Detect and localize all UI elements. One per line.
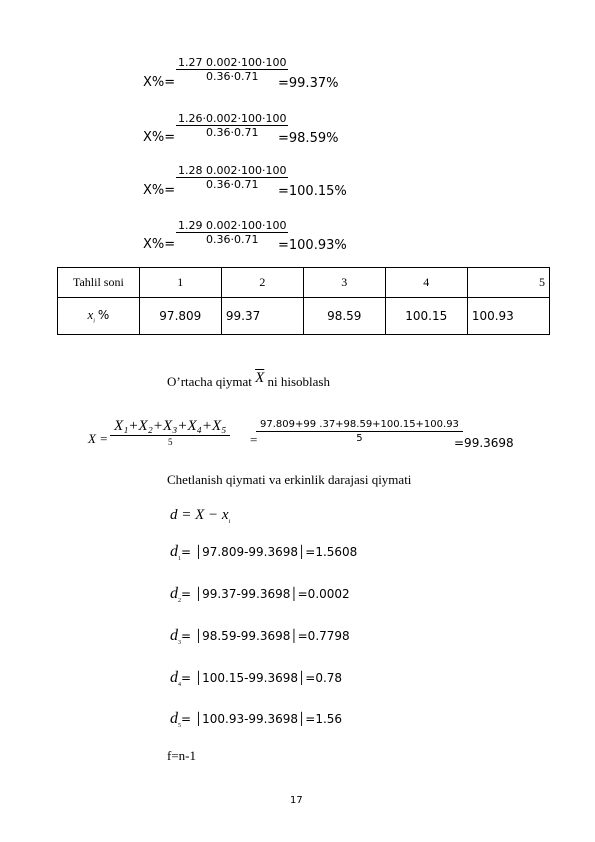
deviation-symbol: d <box>170 543 178 560</box>
average-numeric-fraction <box>256 418 463 446</box>
fraction-2 <box>176 112 288 140</box>
fraction-1 <box>176 56 288 84</box>
freedom-formula: f=n-1 <box>167 748 196 763</box>
deviation-item-1 <box>170 543 357 562</box>
table-header-cell: 2 <box>221 268 303 298</box>
deviation-sub: 4 <box>178 682 181 689</box>
denominator-3: 0.36·0.71 <box>205 178 259 191</box>
row-label-cell <box>58 298 140 335</box>
average-heading-suffix: ni hisoblash <box>267 374 330 389</box>
fraction-4 <box>176 219 288 247</box>
average-heading-symbol: $\overline{X}$ <box>255 370 265 386</box>
average-equals: = <box>250 432 258 447</box>
calc-label-3: X%= <box>143 183 176 198</box>
deviation-expression: = │100.93-99.3698│=1.56 <box>181 712 343 726</box>
average-numeric-numerator: 97.809+99 .37+98.59+100.15+100.93 <box>256 418 463 432</box>
table-cell: 97.809 <box>139 298 221 335</box>
table-header-cell: 4 <box>385 268 467 298</box>
table-header-cell: Tahlil soni <box>58 268 140 298</box>
deviation-item-5 <box>170 710 342 729</box>
calc-result-1: =99.37% <box>278 76 339 91</box>
table-cell: 99.37 <box>221 298 303 335</box>
deviation-item-4 <box>170 669 342 688</box>
table-header-cell: 5 <box>467 268 549 298</box>
calc-result-4: =100.93% <box>278 238 347 253</box>
row-label-unit: % <box>97 308 110 323</box>
average-heading <box>167 370 330 391</box>
deviation-symbol: d <box>170 710 178 727</box>
deviation-sub: 5 <box>178 723 181 730</box>
page-number: 17 <box>290 795 303 806</box>
numerator-3: 1.28 0.002·100·100 <box>178 164 287 177</box>
average-heading-prefix: O’rtacha qiymat <box>167 374 252 389</box>
denominator-2: 0.36·0.71 <box>205 126 259 139</box>
deviation-symbol: d <box>170 627 178 644</box>
row-label-sub: i <box>93 318 95 325</box>
deviation-heading: Chetlanish qiymati va erkinlik darajasi qiymati <box>167 472 412 487</box>
results-table <box>57 267 550 335</box>
average-formula-numerator: X₁+X₂+X₃+X₄+X₅ <box>110 417 230 436</box>
deviation-symbol: d <box>170 669 178 686</box>
deviation-general-formula-text: d = X − x <box>170 507 229 523</box>
table-header-cell: 1 <box>139 268 221 298</box>
table-cell: 100.15 <box>385 298 467 335</box>
deviation-expression: = │97.809-99.3698│=1.5608 <box>181 545 358 559</box>
deviation-general-sub: i <box>228 519 231 525</box>
average-lhs: X = <box>88 431 108 446</box>
numerator-1: 1.27 0.002·100·100 <box>178 56 287 69</box>
table-cell: 98.59 <box>303 298 385 335</box>
deviation-sub: 2 <box>178 598 181 605</box>
deviation-item-3 <box>170 627 350 646</box>
deviation-expression: = │98.59-99.3698│=0.7798 <box>181 629 350 643</box>
deviation-sub: 1 <box>178 556 181 563</box>
calc-label-1: X%= <box>143 75 176 90</box>
numerator-4: 1.29 0.002·100·100 <box>178 219 287 232</box>
fraction-3 <box>176 164 288 192</box>
table-row <box>58 298 550 335</box>
average-numeric-denominator: 5 <box>356 433 363 444</box>
table-cell: 100.93 <box>467 298 549 335</box>
deviation-expression: = │99.37-99.3698│=0.0002 <box>181 587 350 601</box>
calc-result-2: =98.59% <box>278 131 339 146</box>
deviation-general-formula <box>170 507 230 525</box>
row-label-symbol: x <box>87 307 94 323</box>
average-formula-denominator: 5 <box>167 437 173 447</box>
calc-result-3: =100.15% <box>278 184 347 199</box>
denominator-1: 0.36·0.71 <box>205 70 259 83</box>
table-header-row <box>58 268 550 298</box>
table-header-cell: 3 <box>303 268 385 298</box>
average-result: =99.3698 <box>454 436 514 450</box>
deviation-symbol: d <box>170 585 178 602</box>
denominator-4: 0.36·0.71 <box>205 233 259 246</box>
calc-label-4: X%= <box>143 237 176 252</box>
numerator-2: 1.26·0.002·100·100 <box>178 112 287 125</box>
deviation-expression: = │100.15-99.3698│=0.78 <box>181 671 343 685</box>
average-formula-fraction <box>110 417 230 448</box>
deviation-sub: 3 <box>178 640 181 647</box>
deviation-item-2 <box>170 585 350 604</box>
calc-label-2: X%= <box>143 130 176 145</box>
